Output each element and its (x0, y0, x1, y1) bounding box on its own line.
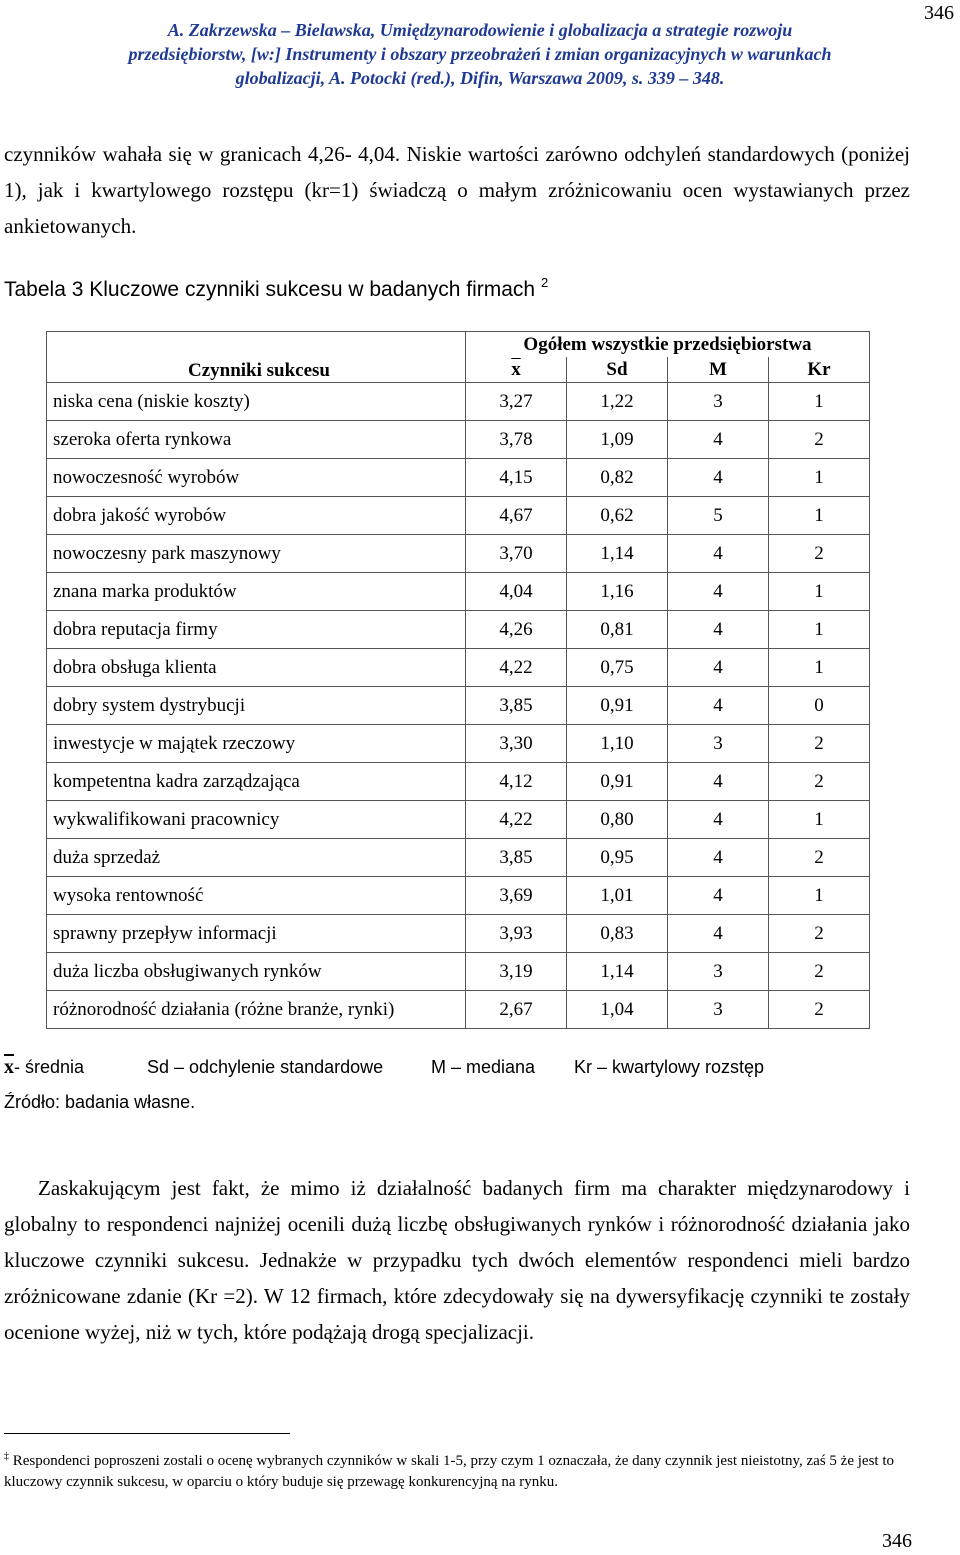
table-row (47, 763, 870, 801)
cell-sd: 1,14 (567, 953, 668, 991)
cell-median: 4 (668, 611, 769, 649)
cell-factor: dobry system dystrybucji (47, 687, 466, 725)
cell-sd: 0,91 (567, 763, 668, 801)
cell-median: 4 (668, 573, 769, 611)
cell-sd: 0,62 (567, 497, 668, 535)
cell-kr: 1 (769, 801, 870, 839)
success-factors-table (46, 331, 870, 1029)
page-number-bottom: 346 (882, 1530, 912, 1552)
cell-median: 3 (668, 383, 769, 421)
cell-kr: 1 (769, 649, 870, 687)
cell-sd: 1,16 (567, 573, 668, 611)
cell-kr: 1 (769, 383, 870, 421)
table-row (47, 839, 870, 877)
cell-sd: 0,91 (567, 687, 668, 725)
cell-sd: 0,81 (567, 611, 668, 649)
cell-sd: 1,04 (567, 991, 668, 1029)
cell-kr: 2 (769, 421, 870, 459)
footnote-mark: ‡ (4, 1451, 9, 1462)
cell-mean: 3,30 (466, 725, 567, 763)
legend-sd: Sd – odchylenie standardowe (147, 1057, 384, 1077)
cell-kr: 1 (769, 611, 870, 649)
citation-header (0, 18, 960, 90)
footnote (4, 1446, 904, 1493)
cell-factor: dobra reputacja firmy (47, 611, 466, 649)
cell-kr: 1 (769, 877, 870, 915)
footnote-divider (4, 1433, 290, 1434)
cell-sd: 1,10 (567, 725, 668, 763)
cell-kr: 2 (769, 763, 870, 801)
cell-median: 4 (668, 877, 769, 915)
table-row (47, 991, 870, 1029)
table-row (47, 383, 870, 421)
cell-median: 4 (668, 915, 769, 953)
caption-footnote-mark: 2 (540, 275, 549, 290)
table-row (47, 497, 870, 535)
cell-median: 4 (668, 421, 769, 459)
legend-median: M – mediana (431, 1057, 536, 1077)
table-row (47, 953, 870, 991)
cell-sd: 0,80 (567, 801, 668, 839)
cell-mean: 3,85 (466, 839, 567, 877)
table-row (47, 877, 870, 915)
cell-factor: kompetentna kadra zarządzająca (47, 763, 466, 801)
cell-factor: szeroka oferta rynkowa (47, 421, 466, 459)
table-row (47, 649, 870, 687)
cell-factor: duża liczba obsługiwanych rynków (47, 953, 466, 991)
cell-kr: 1 (769, 573, 870, 611)
cell-mean: 4,67 (466, 497, 567, 535)
cell-factor: dobra jakość wyrobów (47, 497, 466, 535)
cell-factor: sprawny przepływ informacji (47, 915, 466, 953)
cell-kr: 1 (769, 459, 870, 497)
cell-mean: 4,22 (466, 649, 567, 687)
mean-symbol: $\overline{x}$ (511, 358, 521, 380)
cell-mean: 3,19 (466, 953, 567, 991)
table-row (47, 725, 870, 763)
cell-factor: niska cena (niskie koszty) (47, 383, 466, 421)
cell-median: 4 (668, 839, 769, 877)
cell-factor: wykwalifikowani pracownicy (47, 801, 466, 839)
cell-factor: nowoczesny park maszynowy (47, 535, 466, 573)
citation-line-1: A. Zakrzewska – Bielawska, Umiędzynarodowienie i globalizacja a strategie rozwoju (167, 20, 793, 40)
table-row (47, 801, 870, 839)
table-row (47, 611, 870, 649)
cell-median: 3 (668, 991, 769, 1029)
header-median: M (668, 357, 769, 383)
cell-mean: 3,93 (466, 915, 567, 953)
cell-mean: 2,67 (466, 991, 567, 1029)
cell-mean: 3,78 (466, 421, 567, 459)
cell-factor: duża sprzedaż (47, 839, 466, 877)
cell-kr: 1 (769, 497, 870, 535)
cell-kr: 2 (769, 915, 870, 953)
cell-factor: nowoczesność wyrobów (47, 459, 466, 497)
header-all-companies: Ogółem wszystkie przedsiębiorstwa (466, 332, 870, 358)
cell-kr: 2 (769, 953, 870, 991)
cell-sd: 0,83 (567, 915, 668, 953)
table-row (47, 535, 870, 573)
cell-sd: 1,09 (567, 421, 668, 459)
header-factors: Czynniki sukcesu (47, 332, 466, 383)
table-source: Źródło: badania własne. (4, 1092, 196, 1112)
cell-sd: 1,22 (567, 383, 668, 421)
header-mean (466, 357, 567, 383)
cell-kr: 2 (769, 991, 870, 1029)
citation-line-3: globalizacji, A. Potocki (red.), Difin, Warszawa 2009, s. 339 – 348. (235, 68, 725, 88)
cell-median: 4 (668, 801, 769, 839)
cell-factor: inwestycje w majątek rzeczowy (47, 725, 466, 763)
table-row (47, 421, 870, 459)
table-body (47, 383, 870, 1029)
cell-median: 4 (668, 763, 769, 801)
table-row (47, 573, 870, 611)
cell-median: 4 (668, 459, 769, 497)
legend-mean-text: - średnia (14, 1057, 85, 1077)
cell-kr: 2 (769, 839, 870, 877)
paragraph-discussion: Zaskakującym jest fakt, że mimo iż działalność badanych firm ma charakter międzynarodowy i globalny to respondenci najniżej ocenili dużą liczbę obsługiwanych rynków i różnorodność działania jako kluczowe czynniki sukcesu. Jednakże w przypadku tych dwóch elementów respondenci mieli bardzo zróżnicowane zdanie (Kr =2). W 12 firmach, które zdecydowały się na dywersyfikację czynniki te zostały ocenione wyżej, niż w tych, które podążają drogą specjalizacji. (4, 1176, 910, 1344)
citation-line-2: przedsiębiorstw, [w:] Instrumenty i obszary przeobrażeń i zmian organizacyjnych w warunkach (128, 44, 832, 64)
cell-sd: 0,75 (567, 649, 668, 687)
table-header-row-1 (47, 332, 870, 358)
legend-mean (4, 1056, 147, 1079)
cell-kr: 2 (769, 535, 870, 573)
cell-sd: 0,95 (567, 839, 668, 877)
cell-kr: 0 (769, 687, 870, 725)
footnote-text: Respondenci poproszeni zostali o ocenę wybranych czynników w skali 1-5, przy czym 1 oznaczała, że dany czynnik jest nieistotny, zaś 5 że jest to kluczowy czynnik sukcesu, w oparciu o który buduje się przewagę konkurencyjną na rynku. (4, 1453, 894, 1490)
header-kr: Kr (769, 357, 870, 383)
cell-mean: 3,70 (466, 535, 567, 573)
table-legend (4, 1056, 764, 1079)
legend-mean-symbol: $\overline{x}$ (4, 1056, 14, 1078)
table-caption-text: Tabela 3 Kluczowe czynniki sukcesu w badanych firmach (4, 278, 536, 301)
cell-kr: 2 (769, 725, 870, 763)
cell-sd: 1,01 (567, 877, 668, 915)
cell-mean: 3,27 (466, 383, 567, 421)
cell-mean: 4,04 (466, 573, 567, 611)
table-row (47, 687, 870, 725)
cell-mean: 4,26 (466, 611, 567, 649)
page-number-top: 346 (924, 2, 954, 24)
cell-mean: 4,22 (466, 801, 567, 839)
cell-median: 3 (668, 725, 769, 763)
table-row (47, 459, 870, 497)
table-caption (4, 275, 548, 302)
header-sd: Sd (567, 357, 668, 383)
cell-factor: znana marka produktów (47, 573, 466, 611)
cell-factor: wysoka rentowność (47, 877, 466, 915)
cell-median: 4 (668, 535, 769, 573)
cell-sd: 0,82 (567, 459, 668, 497)
cell-factor: dobra obsługa klienta (47, 649, 466, 687)
cell-median: 4 (668, 649, 769, 687)
cell-sd: 1,14 (567, 535, 668, 573)
cell-mean: 3,85 (466, 687, 567, 725)
cell-median: 4 (668, 687, 769, 725)
legend-kr: Kr – kwartylowy rozstęp (574, 1057, 765, 1077)
paragraph-intro: czynników wahała się w granicach 4,26- 4,04. Niskie wartości zarówno odchyleń standardowych (poniżej 1), jak i kwartylowego rozstępu (kr=1) świadczą o małym zróżnicowaniu ocen wystawianych przez ankietowanych. (4, 142, 910, 238)
cell-factor: różnorodność działania (różne branże, rynki) (47, 991, 466, 1029)
cell-mean: 3,69 (466, 877, 567, 915)
table-row (47, 915, 870, 953)
cell-median: 5 (668, 497, 769, 535)
cell-mean: 4,12 (466, 763, 567, 801)
cell-mean: 4,15 (466, 459, 567, 497)
cell-median: 3 (668, 953, 769, 991)
